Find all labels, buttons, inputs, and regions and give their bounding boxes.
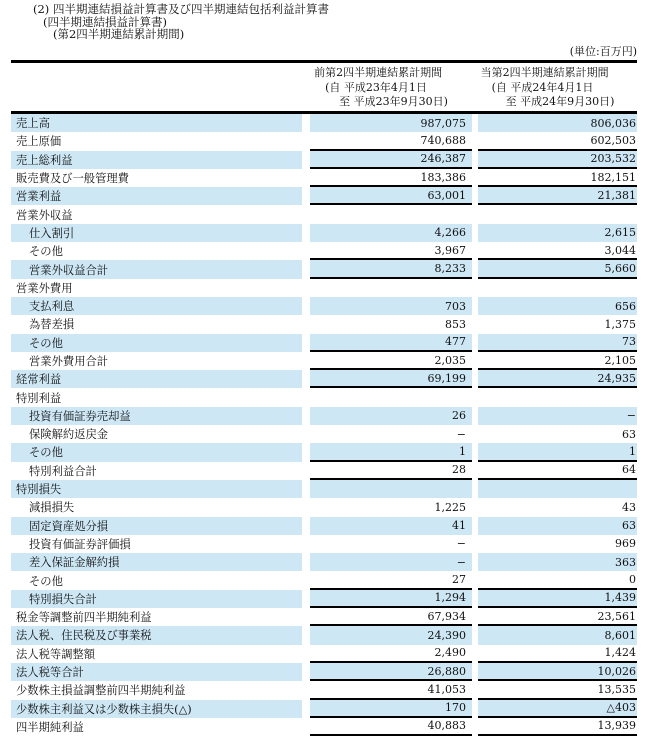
row-label: 特別利益合計 [11, 462, 302, 480]
curr-period-value [478, 279, 637, 297]
curr-period-value: − [478, 407, 637, 425]
prev-period-value: 2,490 [310, 645, 472, 663]
curr-period-value: 203,532 [478, 151, 637, 169]
table-row [11, 114, 637, 132]
column-header-to-date: 至 平成24年9月30日) [505, 95, 615, 109]
prev-period-value: 987,075 [310, 114, 472, 132]
table-row [11, 626, 637, 644]
curr-period-value: 5,660 [478, 260, 637, 278]
table-row [11, 370, 637, 388]
row-label: 少数株主損益調整前四半期純利益 [11, 681, 302, 699]
curr-period-value: 806,036 [478, 114, 637, 132]
curr-period-value [478, 205, 637, 223]
table-row [11, 663, 637, 681]
table-row [11, 352, 637, 370]
document-title [0, 3, 329, 41]
prev-period-value: 28 [310, 462, 472, 480]
prev-period-value [310, 388, 472, 406]
row-label: 為替差損 [11, 315, 302, 333]
curr-period-value: 8,601 [478, 626, 637, 644]
row-label: その他 [11, 334, 302, 352]
row-label: 投資有価証券売却益 [11, 407, 302, 425]
table-row [11, 205, 637, 223]
curr-period-value: 182,151 [478, 169, 637, 187]
column-header-from-date: (自 平成24年4月1日 [491, 80, 594, 94]
table-row [11, 260, 637, 278]
table-row [11, 187, 637, 205]
curr-period-value: 64 [478, 462, 637, 480]
statement-rows [11, 114, 637, 736]
row-label: その他 [11, 443, 302, 461]
row-label: 特別利益 [11, 388, 302, 406]
table-row [11, 480, 637, 498]
curr-period-value [478, 388, 637, 406]
column-header-current-period [478, 66, 637, 110]
table-row [11, 645, 637, 663]
row-label: 仕入割引 [11, 224, 302, 242]
prev-period-value [310, 279, 472, 297]
prev-period-value: 41,053 [310, 681, 472, 699]
prev-period-value: 8,233 [310, 260, 472, 278]
prev-period-value: 63,001 [310, 187, 472, 205]
row-label: 法人税、住民税及び事業税 [11, 626, 302, 644]
unit-label: (単位:百万円) [569, 45, 637, 58]
curr-period-value: 656 [478, 297, 637, 315]
prev-period-value [310, 205, 472, 223]
prev-period-value: 170 [310, 700, 472, 718]
prev-period-value: 27 [310, 571, 472, 589]
prev-period-value: − [310, 553, 472, 571]
row-label: 営業外収益合計 [11, 260, 302, 278]
table-row [11, 407, 637, 425]
column-header-previous-period [310, 66, 472, 110]
row-label: 販売費及び一般管理費 [11, 169, 302, 187]
table-row [11, 681, 637, 699]
table-row [11, 517, 637, 535]
table-row [11, 242, 637, 260]
row-label: 売上原価 [11, 132, 302, 150]
column-header-from-date: (自 平成23年4月1日 [325, 80, 427, 94]
table-row [11, 279, 637, 297]
column-header-title: 前第2四半期連結累計期間 [314, 66, 443, 79]
curr-period-value [478, 480, 637, 498]
curr-period-value: 13,535 [478, 681, 637, 699]
curr-period-value: 602,503 [478, 132, 637, 150]
prev-period-value: 703 [310, 297, 472, 315]
curr-period-value: 0 [478, 571, 637, 589]
row-label: 経常利益 [11, 370, 302, 388]
curr-period-value: 3,044 [478, 242, 637, 260]
curr-period-value: 63 [478, 517, 637, 535]
table-row [11, 718, 637, 736]
row-label: 法人税等合計 [11, 663, 302, 681]
curr-period-value: 969 [478, 535, 637, 553]
table-row [11, 462, 637, 480]
row-label: 売上高 [11, 114, 302, 132]
row-label: 営業外収益 [11, 205, 302, 223]
table-row [11, 590, 637, 608]
table-row [11, 700, 637, 718]
prev-period-value: 740,688 [310, 132, 472, 150]
row-label: その他 [11, 571, 302, 589]
prev-period-value: 853 [310, 315, 472, 333]
prev-period-value: 1 [310, 443, 472, 461]
row-label: 減損損失 [11, 498, 302, 516]
curr-period-value: 63 [478, 425, 637, 443]
prev-period-value: 41 [310, 517, 472, 535]
row-label: 法人税等調整額 [11, 645, 302, 663]
curr-period-value: △403 [478, 700, 637, 718]
row-label: 営業外費用合計 [11, 352, 302, 370]
prev-period-value: 40,883 [310, 718, 472, 736]
prev-period-value: 477 [310, 334, 472, 352]
row-label: 税金等調整前四半期純利益 [11, 608, 302, 626]
prev-period-value: 183,386 [310, 169, 472, 187]
prev-period-value: − [310, 535, 472, 553]
table-row [11, 224, 637, 242]
prev-period-value: 2,035 [310, 352, 472, 370]
table-row [11, 608, 637, 626]
curr-period-value: 1,375 [478, 315, 637, 333]
prev-period-value: 26 [310, 407, 472, 425]
table-row [11, 297, 637, 315]
curr-period-value: 1,424 [478, 645, 637, 663]
prev-period-value: 3,967 [310, 242, 472, 260]
curr-period-value: 43 [478, 498, 637, 516]
curr-period-value: 2,105 [478, 352, 637, 370]
prev-period-value: 1,225 [310, 498, 472, 516]
table-row [11, 498, 637, 516]
row-label: 営業外費用 [11, 279, 302, 297]
row-label: 投資有価証券評価損 [11, 535, 302, 553]
row-label: 少数株主利益又は少数株主損失(△) [11, 700, 302, 718]
table-row [11, 553, 637, 571]
row-label: 営業利益 [11, 187, 302, 205]
table-row [11, 535, 637, 553]
table-row [11, 132, 637, 150]
row-label: 保険解約返戻金 [11, 425, 302, 443]
curr-period-value: 24,935 [478, 370, 637, 388]
curr-period-value: 10,026 [478, 663, 637, 681]
row-label: 四半期純利益 [11, 718, 302, 736]
table-row [11, 571, 637, 589]
curr-period-value: 13,939 [478, 718, 637, 736]
table-row [11, 334, 637, 352]
table-row [11, 425, 637, 443]
document-title-line3: (第2四半期連結累計期間) [53, 27, 185, 42]
prev-period-value: − [310, 425, 472, 443]
prev-period-value [310, 480, 472, 498]
curr-period-value: 21,381 [478, 187, 637, 205]
prev-period-value: 246,387 [310, 151, 472, 169]
curr-period-value: 363 [478, 553, 637, 571]
row-label: 固定資産処分損 [11, 517, 302, 535]
row-label: 売上総利益 [11, 151, 302, 169]
row-label: 特別損失 [11, 480, 302, 498]
table-row [11, 169, 637, 187]
prev-period-value: 69,199 [310, 370, 472, 388]
table-row [11, 443, 637, 461]
income-statement-table [11, 60, 637, 736]
row-label: 特別損失合計 [11, 590, 302, 608]
curr-period-value: 73 [478, 334, 637, 352]
curr-period-value: 1 [478, 443, 637, 461]
table-header [11, 60, 637, 114]
table-row [11, 315, 637, 333]
curr-period-value: 23,561 [478, 608, 637, 626]
prev-period-value: 67,934 [310, 608, 472, 626]
curr-period-value: 1,439 [478, 590, 637, 608]
table-row [11, 388, 637, 406]
table-row [11, 151, 637, 169]
prev-period-value: 4,266 [310, 224, 472, 242]
row-label: その他 [11, 242, 302, 260]
row-label: 支払利息 [11, 297, 302, 315]
prev-period-value: 24,390 [310, 626, 472, 644]
document-title-line2: (四半期連結損益計算書) [43, 14, 167, 29]
prev-period-value: 26,880 [310, 663, 472, 681]
curr-period-value: 2,615 [478, 224, 637, 242]
column-header-title: 当第2四半期連結累計期間 [480, 66, 609, 79]
column-header-to-date: 至 平成23年9月30日) [339, 95, 448, 109]
row-label: 差入保証金解約損 [11, 553, 302, 571]
document-title-line1: (2) 四半期連結損益計算書及び四半期連結包括利益計算書 [33, 2, 329, 16]
prev-period-value: 1,294 [310, 590, 472, 608]
